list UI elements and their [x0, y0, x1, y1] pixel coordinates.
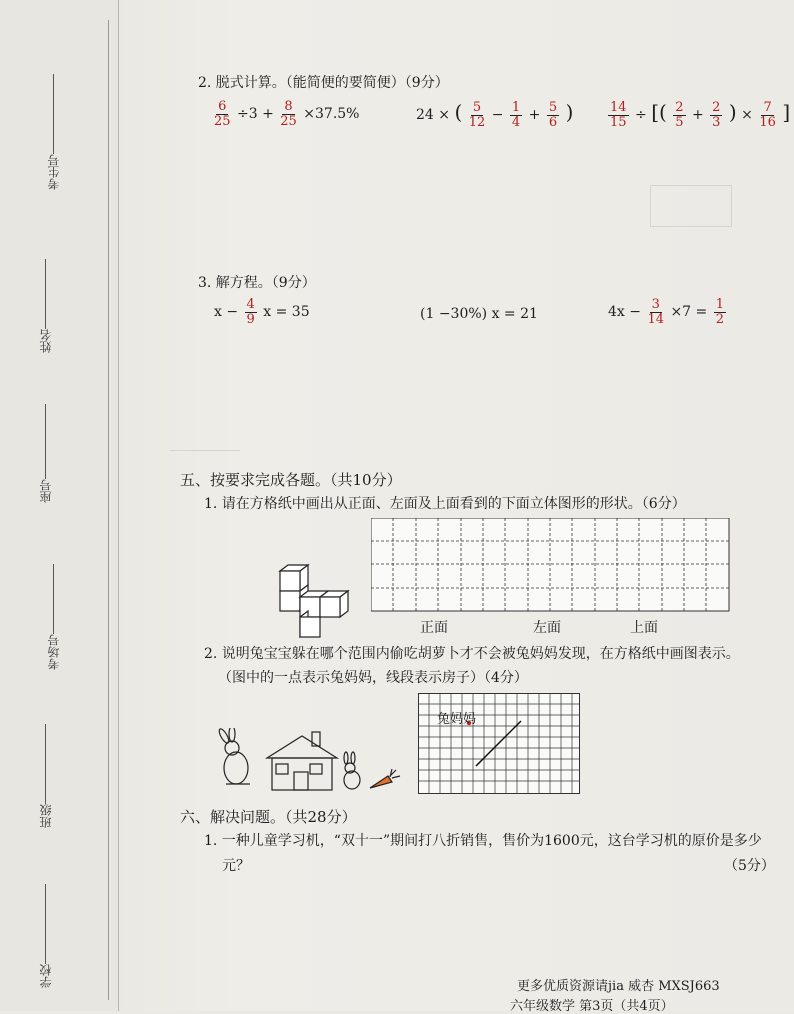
rabbit-mom-label: 兔妈妈 [437, 712, 477, 727]
field-seat [28, 400, 62, 503]
field-exam-number [28, 70, 79, 190]
bleed-through-shape [650, 185, 732, 227]
cubes-figure [272, 563, 362, 638]
q2-expression-1: $\frac{6}{25}$ ÷3 + $\frac{8}{25}$ ×37.5% [214, 99, 360, 129]
field-label: 姓名 [38, 329, 53, 353]
q2-title: 2. 脱式计算。（能简便的要简便）（9分） [198, 75, 449, 91]
fraction: $\frac{4}{9}$ [246, 297, 255, 327]
field-line [45, 404, 46, 479]
footer-ad: 更多优质资源请jia 威杏 MXSJ663 [517, 979, 720, 994]
field-line [45, 884, 46, 964]
fraction: $\frac{14}{15}$ [610, 99, 627, 130]
rabbit-house-illustration [212, 728, 407, 798]
q2-expression-2: 24 × ( $\frac{5}{12}$ − $\frac{1}{4}$ + $\frac{5}{6}$ ) [416, 99, 574, 130]
fraction: $\frac{7}{16}$ [759, 99, 776, 130]
footer-page-number: 六年级数学 第3页（共4页） [510, 999, 674, 1014]
view-label-top: 上面 [630, 620, 658, 636]
q3-equation-3: 4x − $\frac{3}{14}$ ×7 = $\frac{1}{2}$ [608, 297, 724, 327]
field-label: 座号 [38, 479, 53, 503]
field-exam-room [28, 560, 79, 670]
fraction: $\frac{6}{25}$ [214, 99, 231, 129]
field-line [45, 259, 46, 329]
field-label: 考场号 [47, 634, 61, 670]
q2-expression-3: $\frac{14}{15}$ ÷ [( $\frac{2}{5}$ + $\frac{2}{3}$ ) × $\frac{7}{16}$ ] [610, 99, 791, 130]
section6-title: 六、解决问题。（共28分） [180, 808, 357, 826]
field-label: 班级 [38, 804, 53, 828]
section6-q1-points: （5分） [724, 858, 775, 874]
fraction: $\frac{2}{3}$ [712, 99, 721, 130]
field-class [28, 720, 62, 828]
section5-q1: 1. 请在方格纸中画出从正面、左面及上面看到的下面立体图形的形状。（6分） [204, 496, 686, 512]
fraction: $\frac{5}{12}$ [468, 99, 486, 130]
fraction: $\frac{2}{5}$ [675, 99, 684, 130]
field-label: 学校 [38, 964, 53, 988]
fraction: $\frac{5}{6}$ [548, 99, 558, 130]
section6-q1-line2: 元？ [222, 858, 250, 874]
fraction: $\frac{1}{4}$ [511, 99, 521, 130]
field-name [28, 255, 62, 353]
binding-margin [0, 0, 119, 1011]
section5-title: 五、按要求完成各题。（共10分） [180, 471, 402, 489]
view-label-front: 正面 [420, 620, 448, 636]
fraction: $\frac{1}{2}$ [715, 297, 724, 327]
fraction: $\frac{8}{25}$ [280, 99, 297, 129]
q3-title: 3. 解方程。（9分） [198, 275, 316, 291]
margin-rule [108, 20, 109, 1000]
q3-equation-2: (1 −30%) x = 21 [420, 306, 538, 322]
section5-q2-line2: （图中的一点表示兔妈妈，线段表示房子）（4分） [218, 670, 528, 686]
view-label-left: 左面 [533, 620, 561, 636]
field-label: 考生号 [47, 154, 61, 190]
bleed-through-shape [170, 420, 240, 451]
q3-equation-1: x − $\frac{4}{9}$ x = 35 [214, 297, 310, 327]
fraction: $\frac{3}{14}$ [647, 297, 664, 327]
section5-q2-line1: 2. 说明兔宝宝躲在哪个范围内偷吃胡萝卜才不会被兔妈妈发现，在方格纸中画图表示。 [204, 646, 740, 662]
field-line [45, 724, 46, 804]
section6-q1-line1: 1. 一种儿童学习机，“双十一”期间打八折销售，售价为1600元，这台学习机的原价是多少 [204, 833, 762, 849]
views-grid [371, 518, 731, 613]
field-line [53, 564, 54, 634]
field-school [28, 880, 62, 988]
field-line [53, 74, 54, 154]
